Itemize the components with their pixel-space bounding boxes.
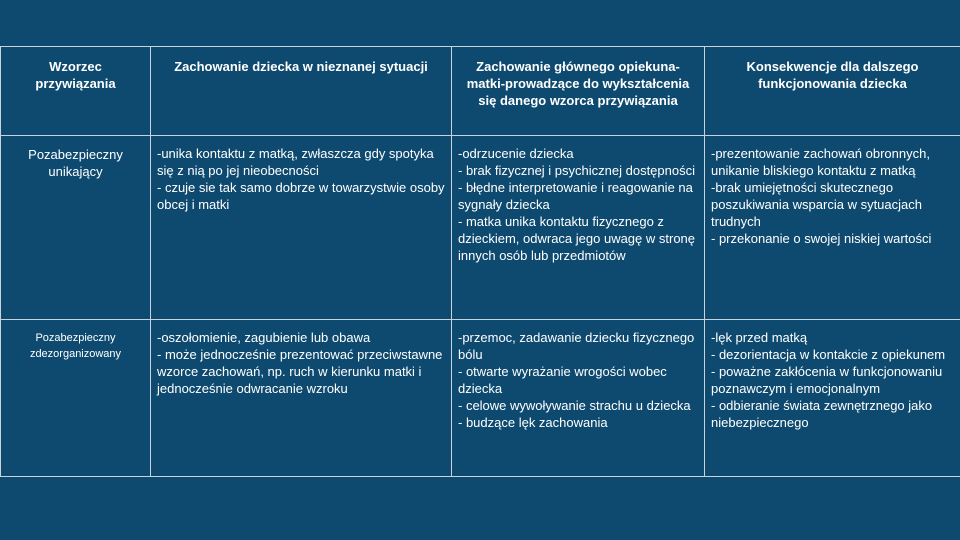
consequences-cell	[705, 320, 960, 477]
child-behavior-line: -unika kontaktu z matką, zwłaszcza gdy spotyka się z nią po jej nieobecności	[157, 146, 434, 178]
consequence-line: -lęk przed matką	[711, 330, 808, 345]
table-row	[1, 320, 960, 477]
child-behavior-line: - czuje sie tak samo dobrze w towarzystwie osoby obcej i matki	[157, 180, 445, 212]
consequences-cell	[705, 136, 960, 320]
caregiver-behavior-line: - błędne interpretowanie i reagowanie na sygnały dziecka	[458, 180, 693, 212]
consequence-line: - odbieranie świata zewnętrznego jako niebezpiecznego	[711, 398, 933, 430]
caregiver-behavior-cell	[452, 136, 705, 320]
caregiver-behavior-line: -przemoc, zadawanie dziecku fizycznego bólu	[458, 330, 695, 362]
child-behavior-cell	[151, 320, 452, 477]
pattern-cell	[1, 136, 151, 320]
caregiver-behavior-line: -odrzucenie dziecka	[458, 146, 574, 161]
consequence-line: -brak umiejętności skutecznego poszukiwania wsparcia w sytuacjach trudnych	[711, 180, 922, 229]
consequence-line: - dezorientacja w kontakcie z opiekunem	[711, 347, 946, 362]
pattern-label: Pozabezpieczny zdezorganizowany	[29, 332, 122, 360]
attachment-table	[0, 46, 960, 477]
child-behavior-cell	[151, 136, 452, 320]
pattern-cell	[1, 320, 151, 477]
pattern-label: Pozabezpieczny unikający	[28, 147, 123, 179]
header-consequences: Konsekwencje dla dalszego funkcjonowania dziecka	[705, 47, 960, 136]
child-behavior-line: -oszołomienie, zagubienie lub obawa	[157, 330, 371, 345]
table-row	[1, 136, 960, 320]
consequence-line: - poważne zakłócenia w funkcjonowaniu poznawczym i emocjonalnym	[711, 364, 943, 396]
table-header-row	[1, 47, 960, 136]
caregiver-behavior-line: - matka unika kontaktu fizycznego z dzieckiem, odwraca jego uwagę w stronę innych osób lub przedmiotów	[458, 214, 696, 263]
header-pattern: Wzorzec przywiązania	[1, 47, 151, 136]
caregiver-behavior-line: - celowe wywoływanie strachu u dziecka	[458, 398, 691, 413]
child-behavior-line: - może jednocześnie prezentować przeciwstawne wzorce zachowań, np. ruch w kierunku matki i jednocześnie odwracanie wzroku	[157, 347, 443, 396]
caregiver-behavior-line: - budzące lęk zachowania	[458, 415, 608, 430]
caregiver-behavior-line: - otwarte wyrażanie wrogości wobec dziecka	[458, 364, 667, 396]
header-caregiver-behavior: Zachowanie głównego opiekuna-matki-prowadzące do wykształcenia się danego wzorca przywiązania	[452, 47, 705, 136]
caregiver-behavior-cell	[452, 320, 705, 477]
consequence-line: -prezentowanie zachowań obronnych, unikanie bliskiego kontaktu z matką	[711, 146, 930, 178]
caregiver-behavior-line: - brak fizycznej i psychicznej dostępności	[458, 163, 695, 178]
consequence-line: - przekonanie o swojej niskiej wartości	[711, 231, 932, 246]
header-child-behavior: Zachowanie dziecka w nieznanej sytuacji	[151, 47, 452, 136]
